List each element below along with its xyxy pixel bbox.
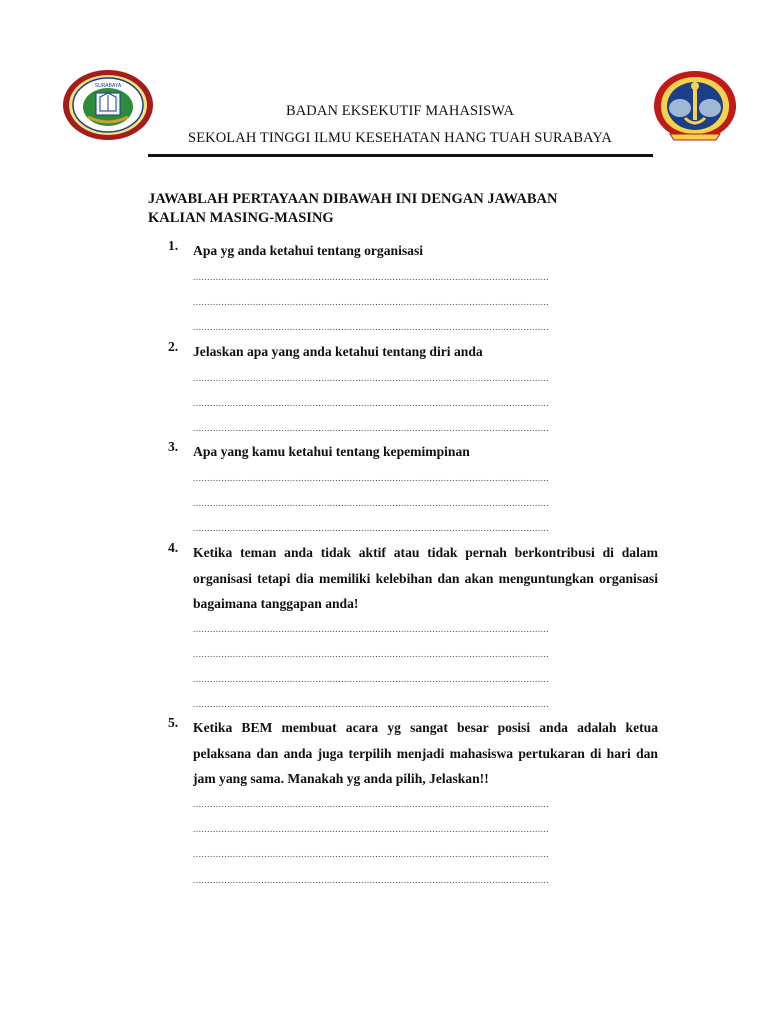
- answer-line[interactable]: .............................................................................................................................: [193, 374, 550, 382]
- question-number: 2.: [168, 339, 179, 354]
- question-text: Ketika BEM membuat acara yg sangat besar posisi anda adalah ketua pelaksana dan anda juga terpilih menjadi mahasiswa pertukaran di hari dan jam yang sama. Manakah yg anda pilih, Jelaskan!!: [193, 720, 658, 786]
- answer-line[interactable]: .............................................................................................................................: [193, 850, 550, 858]
- answer-line[interactable]: .............................................................................................................................: [193, 800, 550, 808]
- answer-line[interactable]: .............................................................................................................................: [193, 675, 550, 683]
- answer-line[interactable]: .............................................................................................................................: [193, 700, 550, 708]
- answer-line[interactable]: .............................................................................................................................: [193, 876, 550, 884]
- stikes-logo: [62, 69, 154, 141]
- instruction: [148, 190, 648, 228]
- answer-line[interactable]: .............................................................................................................................: [193, 524, 550, 532]
- header-title: BADAN EKSEKUTIF MAHASISWA: [285, 103, 515, 119]
- question-text: Ketika teman anda tidak aktif atau tidak pernah berkontribusi di dalam organisasi tetapi dia memiliki kelebihan dan akan menguntungkan organisasi bagaimana tanggapan anda!: [193, 545, 658, 611]
- answer-line[interactable]: .............................................................................................................................: [193, 650, 550, 658]
- question-text: Apa yang kamu ketahui tentang kepemimpinan: [193, 444, 470, 459]
- header-divider: [148, 154, 653, 157]
- question-number: 1.: [168, 238, 179, 253]
- instruction-line-1: JAWABLAH PERTAYAAN DIBAWAH INI DENGAN JAWABAN: [148, 191, 558, 207]
- answer-line[interactable]: .............................................................................................................................: [193, 323, 550, 331]
- question-number: 3.: [168, 439, 179, 454]
- answer-line[interactable]: .............................................................................................................................: [193, 825, 550, 833]
- answer-line[interactable]: .............................................................................................................................: [193, 474, 550, 482]
- question-text: Apa yg anda ketahui tentang organisasi: [193, 243, 424, 258]
- header-subtitle: SEKOLAH TINGGI ILMU KESEHATAN HANG TUAH SURABAYA: [188, 130, 612, 146]
- answer-line[interactable]: .............................................................................................................................: [193, 273, 550, 281]
- answer-line[interactable]: .............................................................................................................................: [193, 298, 550, 306]
- answer-line[interactable]: .............................................................................................................................: [193, 424, 550, 432]
- instruction-line-2: KALIAN MASING-MASING: [148, 210, 334, 226]
- answer-line[interactable]: .............................................................................................................................: [193, 499, 550, 507]
- logo-left-lettering: SURABAYA: [94, 83, 122, 89]
- question-number: 4.: [168, 540, 179, 555]
- answer-line[interactable]: .............................................................................................................................: [193, 625, 550, 633]
- question-number: 5.: [168, 715, 179, 730]
- answer-line[interactable]: .............................................................................................................................: [193, 399, 550, 407]
- hang-tuah-logo: [650, 68, 740, 143]
- question-text: Jelaskan apa yang anda ketahui tentang diri anda: [193, 344, 483, 359]
